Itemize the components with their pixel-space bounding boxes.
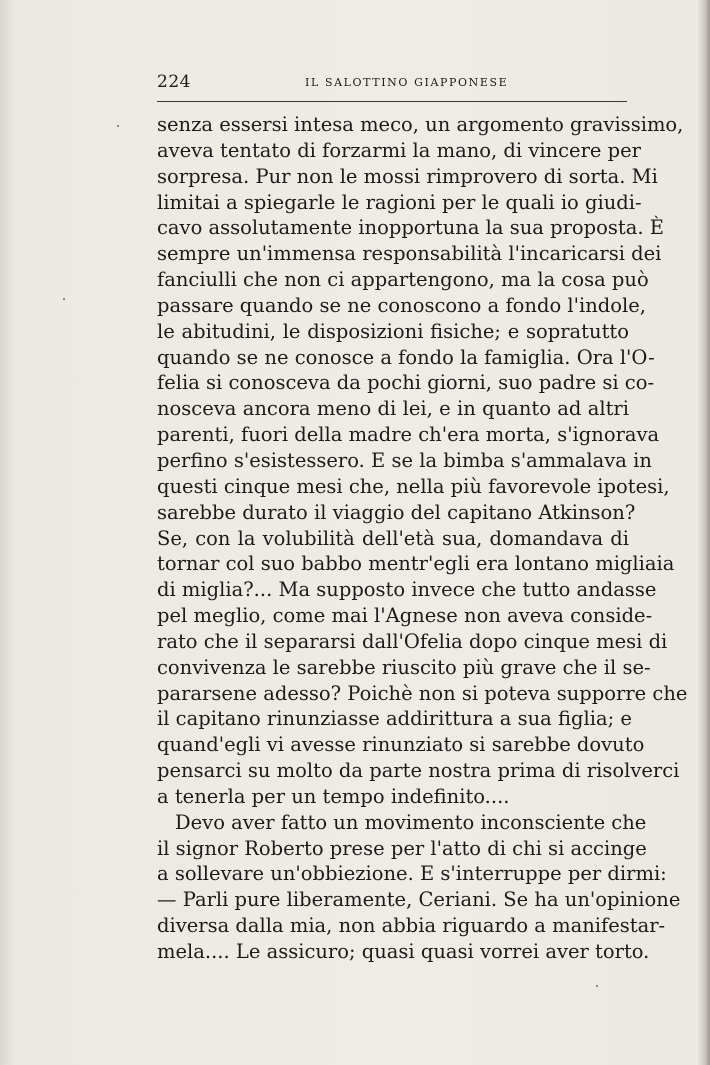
text-line: tornar col suo babbo mentr'egli era lontano migliaia [157,552,675,576]
text-line: passare quando se ne conoscono a fondo l'indole, [157,293,646,317]
text-line: pensarci su molto da parte nostra prima di risolverci [157,759,680,783]
text-line: quand'egli vi avesse rinunziato si sarebbe dovuto [157,733,645,757]
page-edge-shadow [696,0,710,1065]
text-line: a tenerla per un tempo indefinito.... [157,784,510,808]
header-rule [157,101,627,102]
text-line: sarebbe durato il viaggio del capitano Atkinson? [157,500,636,524]
paper-speck [596,985,598,987]
text-line: parenti, fuori della madre ch'era morta, s'ignorava [157,423,660,447]
text-line: perfino s'esistessero. E se la bimba s'ammalava in [157,448,652,472]
text-line: convivenza le sarebbe riuscito più grave che il se- [157,655,651,679]
text-line: limitai a spiegarle le ragioni per le quali io giudi- [157,190,642,214]
text-line: sempre un'immensa responsabilità l'incaricarsi dei [157,242,662,266]
text-line: quando se ne conosce a fondo la famiglia. Ora l'O- [157,345,655,369]
text-line: questi cinque mesi che, nella più favorevole ipotesi, [157,474,670,498]
running-title: IL SALOTTINO GIAPPONESE [305,76,509,89]
page-number: 224 [157,72,191,92]
paper-speck [117,125,119,127]
text-line: pararsene adesso? Poichè non si poteva supporre che [157,681,688,705]
text-line: — Parli pure liberamente, Ceriani. Se ha un'opinione [157,888,681,912]
text-line: pel meglio, come mai l'Agnese non aveva conside- [157,604,653,628]
text-line: diversa dalla mia, non abbia riguardo a manifestar- [157,914,666,938]
text-line: nosceva ancora meno di lei, e in quanto ad altri [157,397,629,421]
text-line: di miglia?... Ma supposto invece che tutto andasse [157,578,657,602]
text-line: cavo assolutamente inopportuna la sua proposta. È [157,216,664,240]
text-line: aveva tentato di forzarmi la mano, di vincere per [157,138,642,162]
text-line: mela.... Le assicuro; quasi quasi vorrei aver torto. [157,940,650,963]
text-line: il capitano rinunziasse addirittura a sua figlia; e [157,707,632,731]
text-line: il signor Roberto prese per l'atto di chi si accinge [157,836,647,860]
text-line: senza essersi intesa meco, un argomento gravissimo, [157,113,684,136]
text-line: sorpresa. Pur non le mossi rimprovero di sorta. Mi [157,164,658,188]
page-header [157,70,627,94]
body-text [157,112,688,965]
paper-speck [63,298,65,300]
text-line: le abitudini, le disposizioni fisiche; e sopratutto [157,319,629,343]
text-line: felia si conosceva da pochi giorni, suo padre si co- [157,371,655,395]
text-line: Devo aver fatto un movimento inconsciente che [175,810,647,834]
text-line: fanciulli che non ci appartengono, ma la cosa può [157,268,649,292]
text-line: rato che il separarsi dall'Ofelia dopo cinque mesi di [157,629,668,653]
text-line: a sollevare un'obbiezione. E s'interruppe per dirmi: [157,862,667,886]
text-line: Se, con la volubilità dell'età sua, domandava di [157,526,629,550]
